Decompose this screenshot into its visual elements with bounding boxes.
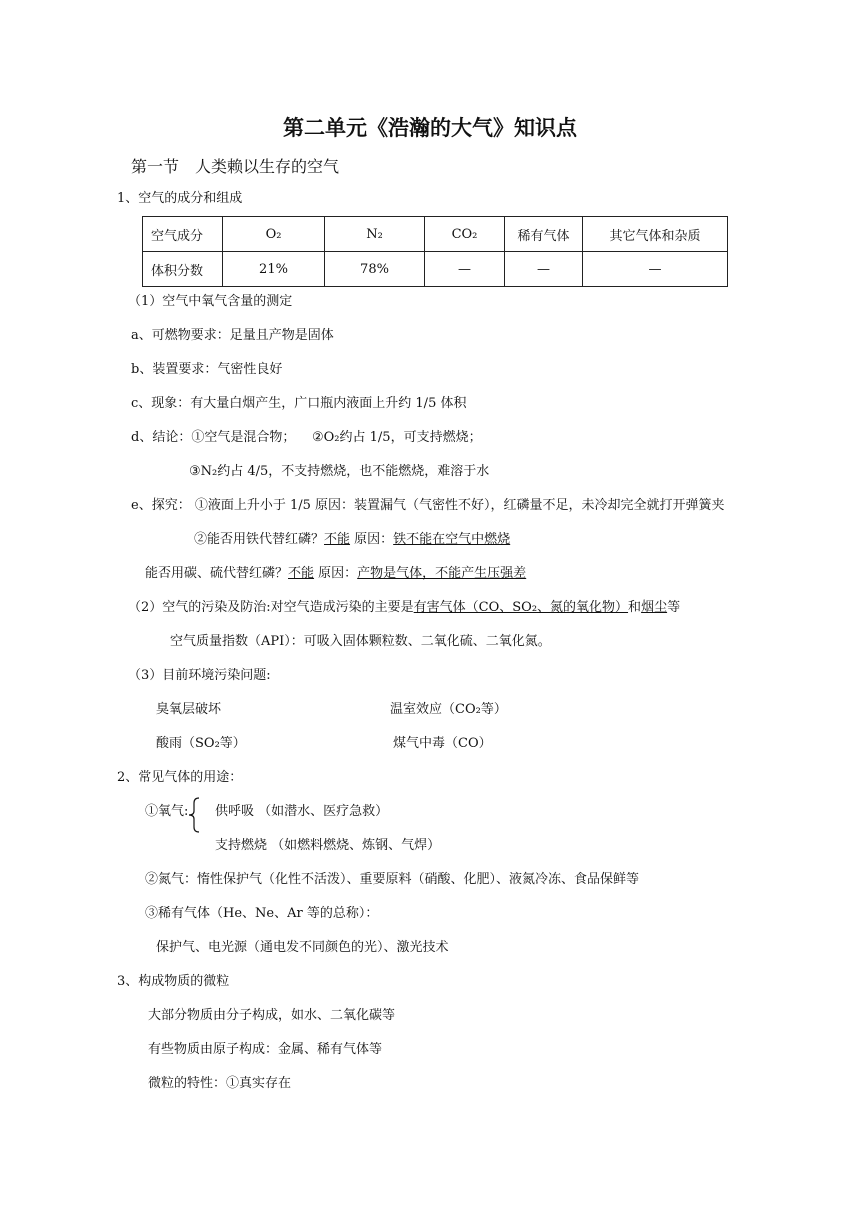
list-item: 煤气中毒（CO） — [393, 736, 492, 751]
paragraph: c、现象：有大量白烟产生，广口瓶内液面上升约 1/5 体积 — [131, 396, 467, 411]
table-cell: 78% — [325, 252, 425, 287]
list-item: 温室效应（CO₂等） — [390, 702, 507, 717]
paragraph: 空气质量指数（API）：可吸入固体颗粒数、二氧化硫、二氧化氮。 — [170, 634, 551, 649]
underlined-answer: 不能 — [324, 532, 351, 547]
text: 等 — [667, 600, 681, 615]
table-cell: 其它气体和杂质 — [583, 217, 728, 252]
paragraph-nitrogen: ②氮气：惰性保护气（化性不活泼）、重要原料（硝酸、化肥）、液氮冷冻、食品保鲜等 — [145, 872, 640, 887]
heading-air-composition: 1、空气的成分和组成 — [117, 191, 243, 206]
curly-brace-icon — [188, 797, 200, 833]
table-cell: 21% — [223, 252, 325, 287]
paragraph — [194, 531, 510, 549]
text: 原因： — [350, 532, 394, 547]
underlined-term: 有害气体（CO、SO₂、氮的氧化物） — [413, 600, 629, 615]
table-cell: N₂ — [325, 217, 425, 252]
oxygen-label: ①氧气: — [145, 804, 189, 819]
table-cell: O₂ — [223, 217, 325, 252]
paragraph: ②O₂约占 1/5，可支持燃烧； — [312, 430, 482, 445]
air-composition-table — [142, 216, 728, 287]
paragraph: 有些物质由原子构成：金属、稀有气体等 — [148, 1042, 383, 1057]
paragraph: d、结论：①空气是混合物； — [131, 430, 296, 445]
text: 和 — [628, 600, 642, 615]
paragraph: a、可燃物要求：足量且产物是固体 — [131, 328, 334, 343]
document-title: 第二单元《浩瀚的大气》知识点 — [283, 116, 577, 140]
heading-particles: 3、构成物质的微粒 — [117, 974, 230, 989]
text: 原因： — [314, 566, 358, 581]
table-cell: CO₂ — [425, 217, 505, 252]
text: ②能否用铁代替红磷？ — [194, 532, 325, 547]
subheading-oxygen-test: （1）空气中氧气含量的测定 — [128, 294, 293, 309]
underlined-term: 烟尘 — [641, 600, 668, 615]
text: 能否用碳、硫代替红磷？ — [145, 566, 289, 581]
table-cell: 空气成分 — [143, 217, 223, 252]
underlined-reason: 铁不能在空气中燃烧 — [393, 532, 511, 547]
heading-gas-uses: 2、常见气体的用途： — [117, 770, 243, 785]
oxygen-use: 支持燃烧 （如燃料燃烧、炼钢、气焊） — [215, 838, 441, 853]
table-cell: — — [583, 252, 728, 287]
list-item: 酸雨（SO₂等） — [156, 736, 246, 751]
table-cell: 体积分数 — [143, 252, 223, 287]
table-cell: — — [505, 252, 583, 287]
underlined-answer: 不能 — [288, 566, 315, 581]
table-row — [143, 217, 728, 252]
table-row — [143, 252, 728, 287]
paragraph — [145, 565, 526, 583]
paragraph: 大部分物质由分子构成，如水、二氧化碳等 — [148, 1008, 396, 1023]
subheading-pollution-issues: （3）目前环境污染问题: — [128, 668, 271, 683]
paragraph-pollution — [128, 599, 680, 617]
paragraph: b、装置要求：气密性良好 — [131, 362, 283, 377]
paragraph: 微粒的特性：①真实存在 — [148, 1076, 292, 1091]
paragraph: 保护气、电光源（通电发不同颜色的光）、激光技术 — [156, 940, 449, 955]
section-heading: 第一节 人类赖以生存的空气 — [131, 157, 340, 176]
underlined-reason: 产物是气体，不能产生压强差 — [357, 566, 527, 581]
paragraph-noble-gas: ③稀有气体（He、Ne、Ar 等的总称）： — [145, 906, 379, 921]
text: （2）空气的污染及防治:对空气造成污染的主要是 — [128, 600, 414, 615]
list-item: 臭氧层破坏 — [156, 702, 222, 717]
paragraph: e、探究： ①液面上升小于 1/5 原因：装置漏气（气密性不好），红磷量不足，未冷却完全就打开弹簧夹 — [131, 498, 725, 513]
oxygen-use: 供呼吸 （如潜水、医疗急救） — [215, 804, 389, 819]
paragraph: ③N₂约占 4/5，不支持燃烧，也不能燃烧，难溶于水 — [189, 464, 490, 479]
table-cell: 稀有气体 — [505, 217, 583, 252]
table-cell: — — [425, 252, 505, 287]
